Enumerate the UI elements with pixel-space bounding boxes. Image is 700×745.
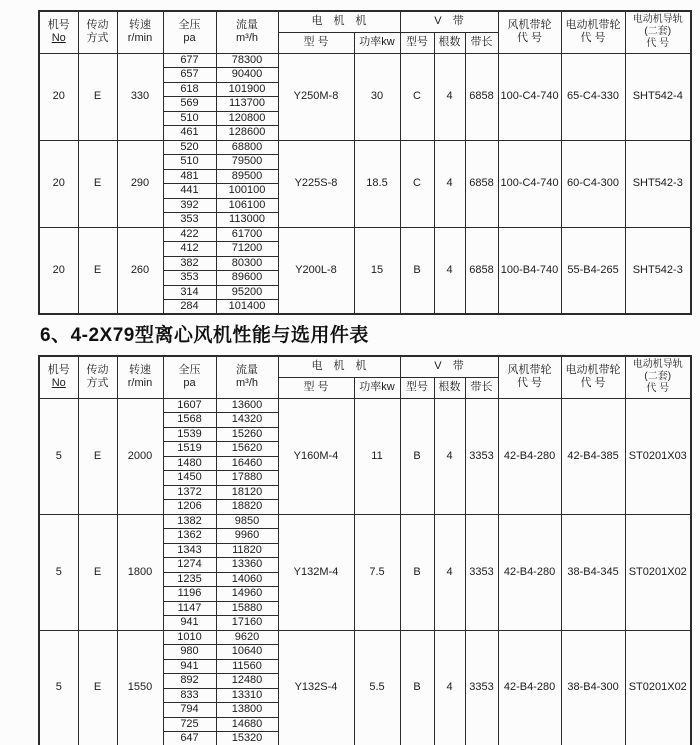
cell-pressure: 1206 bbox=[163, 500, 216, 515]
cell-motor-pulley-code: 65-C4-330 bbox=[561, 53, 625, 140]
cell-fan-pulley-code: 42-B4-280 bbox=[498, 398, 561, 514]
cell-rail-code: SHT542-4 bbox=[625, 53, 691, 140]
cell-speed: 260 bbox=[117, 227, 163, 314]
cell-machine-no: 5 bbox=[39, 514, 78, 630]
col-header-motor-rail: 电动机导轨 (二套) 代 号 bbox=[625, 356, 691, 398]
col-header-flow: 流量 m³/h bbox=[216, 11, 278, 53]
cell-flow: 89500 bbox=[216, 169, 278, 184]
cell-flow: 11560 bbox=[216, 659, 278, 674]
cell-fan-pulley-code: 100-B4-740 bbox=[498, 227, 561, 314]
col-header-vbelt-group: V 带 bbox=[400, 356, 498, 377]
cell-pressure: 1362 bbox=[163, 529, 216, 544]
cell-machine-no: 5 bbox=[39, 398, 78, 514]
cell-pressure: 510 bbox=[163, 111, 216, 126]
cell-drive-mode: E bbox=[78, 53, 117, 140]
cell-speed: 2000 bbox=[117, 398, 163, 514]
cell-speed: 1550 bbox=[117, 630, 163, 745]
cell-pressure: 941 bbox=[163, 659, 216, 674]
cell-pressure: 1539 bbox=[163, 427, 216, 442]
cell-speed: 1800 bbox=[117, 514, 163, 630]
cell-pressure: 1568 bbox=[163, 413, 216, 428]
col-header-pressure: 全压 pa bbox=[163, 11, 216, 53]
table-body bbox=[39, 398, 691, 745]
cell-flow: 16460 bbox=[216, 456, 278, 471]
cell-rail-code: SHT542-3 bbox=[625, 227, 691, 314]
cell-flow: 13360 bbox=[216, 558, 278, 573]
cell-vbelt-model: B bbox=[400, 630, 434, 745]
cell-vbelt-model: C bbox=[400, 53, 434, 140]
cell-flow: 101900 bbox=[216, 82, 278, 97]
cell-motor-power: 30 bbox=[354, 53, 400, 140]
cell-vbelt-length: 6858 bbox=[465, 53, 498, 140]
cell-motor-power: 15 bbox=[354, 227, 400, 314]
col-header-motor-pulley: 电动机带轮 代 号 bbox=[561, 356, 625, 398]
data-row bbox=[39, 227, 691, 242]
col-header-motor-group: 电 机 机 bbox=[278, 11, 400, 32]
cell-vbelt-length: 3353 bbox=[465, 398, 498, 514]
cell-pressure: 481 bbox=[163, 169, 216, 184]
cell-vbelt-model: B bbox=[400, 227, 434, 314]
data-row bbox=[39, 630, 691, 645]
col-header-motor-model: 型 号 bbox=[278, 377, 354, 398]
col-header-drive-mode: 传动 方式 bbox=[78, 356, 117, 398]
cell-vbelt-length: 6858 bbox=[465, 140, 498, 227]
cell-flow: 68800 bbox=[216, 140, 278, 155]
cell-pressure: 1519 bbox=[163, 442, 216, 457]
cell-flow: 15620 bbox=[216, 442, 278, 457]
cell-pressure: 833 bbox=[163, 688, 216, 703]
cell-flow: 113000 bbox=[216, 213, 278, 228]
col-header-vbelt-length: 带长 bbox=[465, 377, 498, 398]
cell-speed: 330 bbox=[117, 53, 163, 140]
cell-pressure: 1235 bbox=[163, 572, 216, 587]
cell-flow: 100100 bbox=[216, 184, 278, 199]
col-header-vbelt-count: 根数 bbox=[434, 377, 465, 398]
cell-flow: 95200 bbox=[216, 285, 278, 300]
table-header bbox=[39, 11, 691, 53]
cell-speed: 290 bbox=[117, 140, 163, 227]
col-header-motor-pulley: 电动机带轮 代 号 bbox=[561, 11, 625, 53]
col-header-vbelt-length: 带长 bbox=[465, 32, 498, 53]
cell-machine-no: 20 bbox=[39, 227, 78, 314]
cell-pressure: 794 bbox=[163, 703, 216, 718]
cell-motor-model: Y132M-4 bbox=[278, 514, 354, 630]
cell-flow: 10640 bbox=[216, 645, 278, 660]
cell-flow: 128600 bbox=[216, 126, 278, 141]
col-header-motor-group: 电 机 机 bbox=[278, 356, 400, 377]
cell-flow: 12480 bbox=[216, 674, 278, 689]
cell-motor-power: 7.5 bbox=[354, 514, 400, 630]
cell-pressure: 1480 bbox=[163, 456, 216, 471]
cell-motor-model: Y200L-8 bbox=[278, 227, 354, 314]
cell-flow: 13310 bbox=[216, 688, 278, 703]
cell-pressure: 1147 bbox=[163, 601, 216, 616]
cell-vbelt-count: 4 bbox=[434, 398, 465, 514]
cell-flow: 120800 bbox=[216, 111, 278, 126]
col-header-machine-no: 机号 No bbox=[39, 356, 78, 398]
cell-vbelt-length: 3353 bbox=[465, 630, 498, 745]
cell-pressure: 980 bbox=[163, 645, 216, 660]
cell-pressure: 941 bbox=[163, 616, 216, 631]
cell-motor-power: 18.5 bbox=[354, 140, 400, 227]
cell-pressure: 510 bbox=[163, 155, 216, 170]
cell-fan-pulley-code: 42-B4-280 bbox=[498, 514, 561, 630]
col-header-motor-power: 功率kw bbox=[354, 32, 400, 53]
col-header-fan-pulley: 风机带轮 代 号 bbox=[498, 11, 561, 53]
cell-pressure: 314 bbox=[163, 285, 216, 300]
cell-motor-pulley-code: 55-B4-265 bbox=[561, 227, 625, 314]
col-header-machine-no: 机号 No bbox=[39, 11, 78, 53]
cell-flow: 89600 bbox=[216, 271, 278, 286]
cell-pressure: 1010 bbox=[163, 630, 216, 645]
cell-flow: 80300 bbox=[216, 256, 278, 271]
cell-drive-mode: E bbox=[78, 398, 117, 514]
cell-pressure: 392 bbox=[163, 198, 216, 213]
cell-pressure: 353 bbox=[163, 213, 216, 228]
cell-flow: 113700 bbox=[216, 97, 278, 112]
upper-table-container bbox=[38, 10, 690, 315]
cell-fan-pulley-code: 100-C4-740 bbox=[498, 53, 561, 140]
cell-vbelt-model: C bbox=[400, 140, 434, 227]
cell-flow: 101400 bbox=[216, 300, 278, 315]
cell-vbelt-count: 4 bbox=[434, 140, 465, 227]
cell-flow: 18820 bbox=[216, 500, 278, 515]
data-row bbox=[39, 514, 691, 529]
cell-pressure: 1343 bbox=[163, 543, 216, 558]
cell-vbelt-model: B bbox=[400, 398, 434, 514]
cell-machine-no: 5 bbox=[39, 630, 78, 745]
cell-drive-mode: E bbox=[78, 514, 117, 630]
cell-flow: 9620 bbox=[216, 630, 278, 645]
cell-flow: 13600 bbox=[216, 398, 278, 413]
cell-pressure: 520 bbox=[163, 140, 216, 155]
col-header-pressure: 全压 pa bbox=[163, 356, 216, 398]
cell-pressure: 412 bbox=[163, 242, 216, 257]
cell-pressure: 441 bbox=[163, 184, 216, 199]
table-body bbox=[39, 53, 691, 314]
cell-motor-model: Y250M-8 bbox=[278, 53, 354, 140]
cell-flow: 17160 bbox=[216, 616, 278, 631]
cell-motor-power: 11 bbox=[354, 398, 400, 514]
data-row bbox=[39, 53, 691, 68]
cell-flow: 14320 bbox=[216, 413, 278, 428]
cell-machine-no: 20 bbox=[39, 53, 78, 140]
cell-pressure: 892 bbox=[163, 674, 216, 689]
data-row bbox=[39, 140, 691, 155]
cell-flow: 9850 bbox=[216, 514, 278, 529]
cell-vbelt-count: 4 bbox=[434, 227, 465, 314]
cell-pressure: 569 bbox=[163, 97, 216, 112]
fan-table-upper bbox=[38, 10, 692, 315]
col-header-motor-model: 型 号 bbox=[278, 32, 354, 53]
cell-motor-power: 5.5 bbox=[354, 630, 400, 745]
cell-flow: 18120 bbox=[216, 485, 278, 500]
cell-rail-code: SHT542-3 bbox=[625, 140, 691, 227]
cell-pressure: 1372 bbox=[163, 485, 216, 500]
cell-flow: 14060 bbox=[216, 572, 278, 587]
cell-machine-no: 20 bbox=[39, 140, 78, 227]
cell-pressure: 725 bbox=[163, 717, 216, 732]
cell-pressure: 284 bbox=[163, 300, 216, 315]
cell-pressure: 353 bbox=[163, 271, 216, 286]
cell-pressure: 647 bbox=[163, 732, 216, 745]
cell-fan-pulley-code: 100-C4-740 bbox=[498, 140, 561, 227]
col-header-vbelt-model: 型号 bbox=[400, 377, 434, 398]
cell-flow: 15880 bbox=[216, 601, 278, 616]
section-title: 6、4-2X79型离心风机性能与选用件表 bbox=[40, 325, 369, 346]
cell-flow: 17880 bbox=[216, 471, 278, 486]
cell-flow: 79500 bbox=[216, 155, 278, 170]
cell-flow: 13800 bbox=[216, 703, 278, 718]
lower-table-container bbox=[38, 355, 690, 745]
cell-motor-model: Y225S-8 bbox=[278, 140, 354, 227]
col-header-drive-mode: 传动 方式 bbox=[78, 11, 117, 53]
cell-pressure: 677 bbox=[163, 53, 216, 68]
col-header-vbelt-model: 型号 bbox=[400, 32, 434, 53]
cell-flow: 15260 bbox=[216, 427, 278, 442]
cell-pressure: 461 bbox=[163, 126, 216, 141]
cell-pressure: 1450 bbox=[163, 471, 216, 486]
col-header-vbelt-count: 根数 bbox=[434, 32, 465, 53]
data-row bbox=[39, 398, 691, 413]
col-header-flow: 流量 m³/h bbox=[216, 356, 278, 398]
col-header-speed: 转速 r/min bbox=[117, 11, 163, 53]
fan-table-lower bbox=[38, 355, 692, 745]
cell-vbelt-length: 3353 bbox=[465, 514, 498, 630]
col-header-vbelt-group: V 带 bbox=[400, 11, 498, 32]
col-header-motor-rail: 电动机导轨 (二套) 代 号 bbox=[625, 11, 691, 53]
col-header-fan-pulley: 风机带轮 代 号 bbox=[498, 356, 561, 398]
cell-drive-mode: E bbox=[78, 630, 117, 745]
cell-flow: 71200 bbox=[216, 242, 278, 257]
cell-flow: 9960 bbox=[216, 529, 278, 544]
cell-flow: 14960 bbox=[216, 587, 278, 602]
cell-pressure: 618 bbox=[163, 82, 216, 97]
cell-flow: 90400 bbox=[216, 68, 278, 83]
cell-rail-code: ST0201X03 bbox=[625, 398, 691, 514]
cell-motor-pulley-code: 38-B4-300 bbox=[561, 630, 625, 745]
cell-flow: 106100 bbox=[216, 198, 278, 213]
cell-motor-pulley-code: 38-B4-345 bbox=[561, 514, 625, 630]
cell-flow: 61700 bbox=[216, 227, 278, 242]
cell-flow: 11820 bbox=[216, 543, 278, 558]
cell-pressure: 382 bbox=[163, 256, 216, 271]
cell-fan-pulley-code: 42-B4-280 bbox=[498, 630, 561, 745]
cell-pressure: 1382 bbox=[163, 514, 216, 529]
cell-pressure: 1196 bbox=[163, 587, 216, 602]
cell-motor-model: Y132S-4 bbox=[278, 630, 354, 745]
cell-pressure: 1607 bbox=[163, 398, 216, 413]
col-header-speed: 转速 r/min bbox=[117, 356, 163, 398]
table-header bbox=[39, 356, 691, 398]
col-header-motor-power: 功率kw bbox=[354, 377, 400, 398]
cell-motor-pulley-code: 60-C4-300 bbox=[561, 140, 625, 227]
cell-flow: 15320 bbox=[216, 732, 278, 745]
cell-rail-code: ST0201X02 bbox=[625, 514, 691, 630]
cell-flow: 78300 bbox=[216, 53, 278, 68]
cell-vbelt-length: 6858 bbox=[465, 227, 498, 314]
cell-motor-model: Y160M-4 bbox=[278, 398, 354, 514]
cell-vbelt-model: B bbox=[400, 514, 434, 630]
cell-pressure: 1274 bbox=[163, 558, 216, 573]
cell-drive-mode: E bbox=[78, 227, 117, 314]
cell-drive-mode: E bbox=[78, 140, 117, 227]
cell-vbelt-count: 4 bbox=[434, 53, 465, 140]
cell-flow: 14680 bbox=[216, 717, 278, 732]
cell-motor-pulley-code: 42-B4-385 bbox=[561, 398, 625, 514]
cell-rail-code: ST0201X02 bbox=[625, 630, 691, 745]
cell-pressure: 422 bbox=[163, 227, 216, 242]
cell-vbelt-count: 4 bbox=[434, 514, 465, 630]
cell-vbelt-count: 4 bbox=[434, 630, 465, 745]
cell-pressure: 657 bbox=[163, 68, 216, 83]
